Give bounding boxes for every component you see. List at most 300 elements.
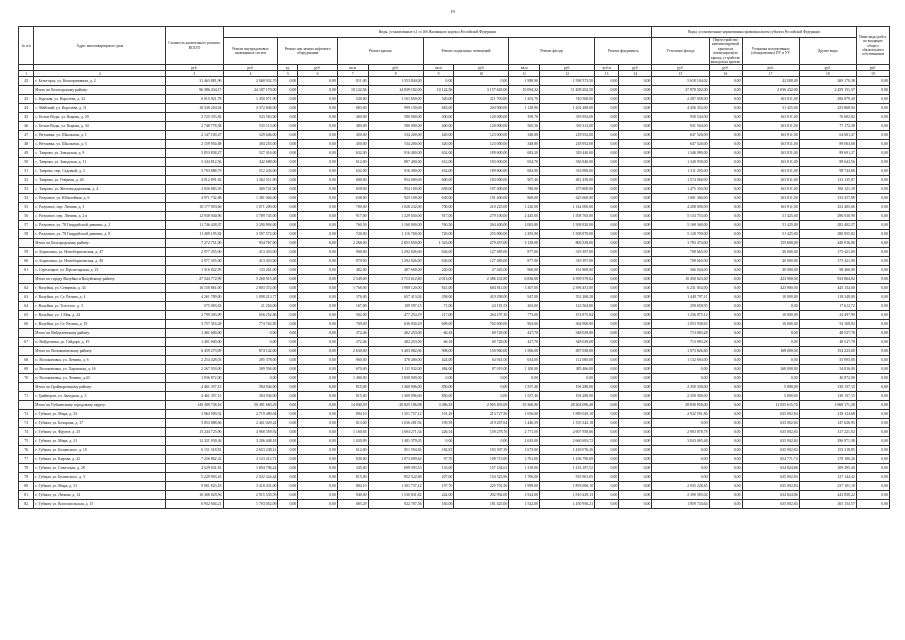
value-cell: 0,00 [298,185,338,194]
value-cell: 0,00 [709,203,742,212]
address-cell: с. Таврово, ул. Озёрная, д. 26 [34,176,166,185]
value-cell: 316 900,00 [540,167,595,176]
value-cell: 0,00 [278,437,298,446]
value-cell: 0,00 [595,464,619,473]
address-cell: Итого по Губкинскому городскому округу: [34,401,166,410]
value-cell: 0,00 [619,410,652,419]
value-cell: 3 713 612,80 [368,275,423,284]
value-cell: 0,00 [619,131,652,140]
value-cell: 1 340 930,00 [652,158,709,167]
value-cell: 0,00 [856,491,889,500]
header-group-regional: Виды, установленные нормативным правовым актом субъекта Российской Федерации [652,27,857,38]
value-cell: 1 810 229,13 [540,491,595,500]
column-number-cell: 9 [423,71,454,77]
value-cell: 0,00 [595,500,619,509]
value-cell: 211 700,00 [454,95,509,104]
value-cell: 1 301 737,12 [368,482,423,491]
value-cell: 0,00 [278,194,298,203]
value-cell: 4 399 579,62 [540,275,595,284]
value-cell: 424,00 [423,356,454,365]
row-number-cell: 64 [19,302,34,311]
value-cell: 213 727,56 [454,410,509,419]
value-cell: 264 197,30 [454,311,509,320]
value-cell: 0,00 [709,482,742,491]
value-cell: 523 563,00 [223,113,278,122]
column-number-cell: 6 [298,71,338,77]
row-number-cell: 69 [19,365,34,374]
value-cell: 0,00 [278,401,298,410]
value-cell: 50 481 683,29 [223,401,278,410]
value-cell: 484,00 [423,365,454,374]
value-cell: 647 520,00 [652,140,709,149]
value-cell: 1 508 820,00 [540,221,595,230]
value-cell: 1 351 757,12 [368,410,423,419]
value-cell: 0,00 [619,203,652,212]
row-number-cell: 53 [19,185,34,194]
value-cell: 0,00 [709,194,742,203]
column-number-cell: 11 [509,71,540,77]
row-number-cell: 56 [19,212,34,221]
value-cell: 0,00 [298,383,338,392]
value-cell: 0,00 [298,266,338,275]
row-number-cell: 75 [19,437,34,446]
table-row [19,464,890,473]
value-cell: 296 030,99 [799,212,856,221]
value-cell: 1 311 205,00 [652,167,709,176]
value-cell: 10 000,00 [742,311,799,320]
value-cell: 199,59 [423,419,454,428]
value-cell: 348,80 [509,131,540,140]
value-cell: 296 971,38 [799,437,856,446]
value-cell: 0,00 [298,239,338,248]
value-cell: 609,00 [423,320,454,329]
value-cell: 0,00 [709,275,742,284]
value-cell: 0,00 [595,329,619,338]
value-cell: 951 594,84 [368,446,423,455]
value-cell: 420,00 [423,140,454,149]
value-cell: 0,00 [856,455,889,464]
value-cell: 900,00 [337,248,368,257]
value-cell: 0,00 [298,500,338,509]
row-number-cell: 67 [19,338,34,347]
value-cell: 887 400,00 [368,158,423,167]
value-cell: 0,00 [709,365,742,374]
address-cell: с. Разумное, ул. Юбилейная, д. 6 [34,194,166,203]
value-cell: 0,00 [298,113,338,122]
address-cell: п. Волоконовка, ул. Ленина, д.20 [34,374,166,383]
value-cell: 580 000,00 [368,113,423,122]
value-cell: 17 612,72 [799,302,856,311]
value-cell: 0,00 [298,257,338,266]
value-cell: 163 811,00 [742,95,799,104]
row-number-cell: 76 [19,446,34,455]
value-cell: 520,00 [337,95,368,104]
value-cell: 0,00 [278,140,298,149]
value-cell: 0,00 [298,446,338,455]
value-cell: 0,00 [454,383,509,392]
value-cell: 0,00 [595,230,619,239]
value-cell: 0,00 [619,230,652,239]
value-cell: 348,80 [509,140,540,149]
value-cell: 811,00 [337,77,368,86]
value-cell: 0,00 [619,419,652,428]
value-cell: 636 830,29 [368,320,423,329]
value-cell: 0,00 [595,365,619,374]
value-cell: 0,00 [856,113,889,122]
value-cell: 4 461 357,15 [166,383,223,392]
value-cell: 0,00 [856,131,889,140]
value-cell: 0,00 [856,221,889,230]
value-cell: 4 461 357,15 [166,392,223,401]
value-cell: 647 520,00 [652,131,709,140]
value-cell: 1 557,40 [509,383,540,392]
value-cell: 0,00 [652,455,709,464]
column-number-cell: 5 [278,71,298,77]
row-number-cell: 62 [19,284,34,293]
value-cell: 0,00 [709,392,742,401]
value-cell: 0,00 [619,167,652,176]
value-cell: 0,00 [298,86,338,95]
value-cell: 11 409 195,82 [166,230,223,239]
table-row [19,248,890,257]
value-cell: 0,00 [223,374,278,383]
value-cell: 520,00 [423,95,454,104]
value-cell: 4 968 359,92 [223,428,278,437]
value-cell: 0,00 [619,86,652,95]
header-foundation: Ремонт фундамента [595,38,652,65]
value-cell: 1 830 000,00 [368,374,423,383]
address-cell: п. Борисовка, ул. Новоборисовская, д. 49 [34,257,166,266]
value-cell: 0,00 [595,257,619,266]
value-cell: 10 000,00 [742,293,799,302]
header-meters: Установка коллективных (общедомовых) ПУ и УУ [742,38,799,65]
value-cell: 0,00 [856,122,889,131]
value-cell: 3 344 812,56 [166,158,223,167]
value-cell: 2 935 228,45 [652,482,709,491]
value-cell: 1 292 026,00 [368,248,423,257]
table-row [19,203,890,212]
value-cell: 2 905 491,69 [454,401,509,410]
value-cell: 713 083,28 [652,329,709,338]
value-cell: 252 405,66 [799,203,856,212]
value-cell: 0,00 [595,455,619,464]
value-cell: 5 128 700,00 [652,230,709,239]
value-cell: 0,00 [619,500,652,509]
value-cell: 0,00 [423,437,454,446]
row-number-cell: 58 [19,230,34,239]
value-cell: 0,00 [856,203,889,212]
value-cell: 0,00 [619,311,652,320]
value-cell: 3 843 065,48 [652,437,709,446]
row-number-cell: 74 [19,428,34,437]
value-cell: 1 362 511,90 [223,176,278,185]
value-cell: 5 229 903,43 [166,473,223,482]
value-cell: 1 893 006,10 [540,482,595,491]
value-cell: 960,00 [337,356,368,365]
value-cell: 0,00 [856,356,889,365]
value-cell: 419 298,00 [454,293,509,302]
value-cell: 0,00 [278,266,298,275]
value-cell: 0,00 [278,302,298,311]
value-cell: 635 002,84 [742,437,799,446]
value-cell: 635 002,84 [742,482,799,491]
value-cell: 2 635,00 [509,437,540,446]
address-cell: г. Губкин, ул. Белинского, д. 3 [34,473,166,482]
value-cell: 1 128,90 [509,104,540,113]
address-cell: с. Таврово, ул. Заводская, д. 9 [34,149,166,158]
value-cell: 182,81 [423,446,454,455]
value-cell: 46 872,00 [799,374,856,383]
value-cell: 240,00 [423,266,454,275]
row-number-cell: 46 [19,122,34,131]
value-cell: 1 481 379,05 [368,437,423,446]
address-cell: с. Белые Воды, ул. Кирова, д. 29 [34,113,166,122]
value-cell: 874 142,00 [223,347,278,356]
value-cell: 15 244 725,90 [166,428,223,437]
value-cell: 1 706,00 [509,473,540,482]
value-cell: 3 968 171,28 [799,401,856,410]
value-cell: 0,00 [595,383,619,392]
value-cell: 0,00 [298,284,338,293]
address-cell: п. Волоконовка, ул. Ленина, д. 6 [34,356,166,365]
value-cell: 2 293,90 [509,230,540,239]
value-cell: 51 425,00 [742,212,799,221]
value-cell: 0,00 [619,257,652,266]
value-cell: 2 068 032,70 [223,77,278,86]
value-cell: 5 133 753,00 [652,212,709,221]
table-row [19,221,890,230]
value-cell: 0,00 [619,356,652,365]
header-roof: Ремонт крыши [337,38,423,65]
value-cell: 1 071 200,00 [223,203,278,212]
value-cell: 0,00 [595,392,619,401]
value-cell: 0,00 [298,347,338,356]
value-cell: 1 292 026,00 [368,257,423,266]
value-cell: 916 400,00 [368,167,423,176]
value-cell: 154 323,96 [454,473,509,482]
value-cell: 0,00 [278,113,298,122]
value-cell: 0,00 [298,203,338,212]
value-cell: 497 038,00 [540,347,595,356]
row-number-cell: 54 [19,194,34,203]
value-cell: 954 767,00 [223,239,278,248]
value-cell: 2 390 585,04 [652,491,709,500]
table-row [19,266,890,275]
value-cell: 0,00 [595,167,619,176]
value-cell: 12 321 930,36 [166,437,223,446]
address-cell: с. Ветлянка, ул. Школьная, д. 3 [34,140,166,149]
value-cell: 76 683,82 [799,113,856,122]
value-cell: 1 989 120,00 [368,284,423,293]
value-cell: 806 539,00 [540,239,595,248]
value-cell: 89 063,68 [799,140,856,149]
value-cell: 0,00 [298,401,338,410]
value-cell: 449 916,00 [799,239,856,248]
value-cell: 0,00 [454,374,509,383]
value-cell: 0,00 [856,437,889,446]
address-cell: с. Таврово, пер. Садовый, д. 2 [34,167,166,176]
value-cell: 0,00 [652,464,709,473]
table-row [19,374,890,383]
value-cell: 0,00 [298,131,338,140]
value-cell: 319 952,00 [540,113,595,122]
value-cell: 31 463 881,96 [166,77,223,86]
value-cell: 3 123 312,72 [223,455,278,464]
value-cell: 175 421,00 [799,257,856,266]
row-number-cell: 66 [19,320,34,329]
value-cell: 255 868,94 [799,104,856,113]
value-cell: 0,00 [595,140,619,149]
value-cell: 0,00 [856,266,889,275]
value-cell: 0,00 [454,77,509,86]
value-cell: 194 280,00 [540,392,595,401]
value-cell: 197 400,00 [454,185,509,194]
value-cell: 0,00 [742,302,799,311]
value-cell: 11 408 202,50 [540,86,595,95]
units-cell: кв.м [509,65,540,71]
value-cell: 0,00 [856,302,889,311]
value-cell: 654 771,74 [742,455,799,464]
value-cell: 1 508 870,00 [540,230,595,239]
value-cell: 0,00 [278,239,298,248]
value-cell: 358,00 [423,293,454,302]
value-cell: 0,00 [619,392,652,401]
value-cell: 534 200,00 [368,131,423,140]
table-row [19,320,890,329]
value-cell: 0,00 [595,95,619,104]
value-cell: 469 741,00 [223,185,278,194]
value-cell: 0,00 [709,185,742,194]
value-cell: 2 771,50 [509,428,540,437]
value-cell: 657 413,04 [368,293,423,302]
value-cell: 2 254 428,03 [166,356,223,365]
value-cell: 120 000,00 [454,113,509,122]
column-number-cell: 4 [223,71,278,77]
value-cell: 963,00 [509,320,540,329]
value-cell: 0,00 [278,428,298,437]
value-cell: 0,00 [595,356,619,365]
value-cell: 0,00 [709,401,742,410]
value-cell: 0,00 [856,401,889,410]
row-number-cell: 82 [19,500,34,509]
value-cell: 263,00 [509,302,540,311]
value-cell: 0,00 [298,374,338,383]
value-cell: 127 485,00 [454,257,509,266]
column-number-cell: 18 [799,71,856,77]
value-cell: 167,00 [337,302,368,311]
value-cell: 292 992,00 [454,491,509,500]
value-cell: 2 445,00 [509,212,540,221]
value-cell: 27 445,00 [454,266,509,275]
value-cell: 0,00 [278,275,298,284]
value-cell: 497 600,00 [368,266,423,275]
table-row [19,482,890,491]
value-cell: 2 903 878,78 [652,428,709,437]
row-number-cell: 52 [19,176,34,185]
value-cell: 0,00 [619,374,652,383]
value-cell: 877,00 [509,248,540,257]
value-cell: 0,00 [856,239,889,248]
row-number-cell: 73 [19,419,34,428]
value-cell: 1 783 374,00 [652,239,709,248]
value-cell: 0,00 [856,464,889,473]
value-cell: 0,00 [278,230,298,239]
value-cell: 551 268,28 [540,293,595,302]
value-cell: 0,00 [595,158,619,167]
value-cell: 632,00 [423,167,454,176]
units-cell: ед. [278,65,298,71]
value-cell: 632,00 [337,167,368,176]
value-cell: 3 403 082,06 [368,347,423,356]
value-cell: 1 439 076,26 [540,446,595,455]
value-cell: 0,00 [278,446,298,455]
value-cell: 2 932 591,86 [652,410,709,419]
units-cell: руб. [799,65,856,71]
value-cell: 0,00 [595,203,619,212]
value-cell: 635 002,84 [742,473,799,482]
value-cell: 869,00 [509,194,540,203]
value-cell: 925 100,00 [368,194,423,203]
value-cell: 197,70 [423,482,454,491]
table-row [19,149,890,158]
value-cell: 0,00 [619,248,652,257]
value-cell: 2 013,00 [423,275,454,284]
value-cell: 0,00 [278,419,298,428]
value-cell: 1 202 488,00 [540,104,595,113]
row-number-cell: 77 [19,455,34,464]
value-cell: 535 115,00 [223,122,278,131]
value-cell: 2 851 650,00 [368,239,423,248]
address-cell: г. Валуйки, ул. 1 Мая, д. 24 [34,311,166,320]
value-cell: 0,00 [595,176,619,185]
value-cell: 0,00 [595,131,619,140]
value-cell: 0,00 [709,419,742,428]
value-cell: 24 187 170,00 [223,86,278,95]
row-number-cell [19,347,34,356]
value-cell: 133,00 [423,464,454,473]
value-cell: 163 811,00 [742,185,799,194]
address-cell: г. Губкин, ул. Кирова, д. 32 [34,455,166,464]
value-cell: 3 372 846,00 [223,104,278,113]
value-cell: 1 360 096,00 [368,392,423,401]
value-cell: 0,00 [856,365,889,374]
value-cell: 10 546 204,94 [166,104,223,113]
value-cell: 147 626,95 [799,419,856,428]
value-cell: 708 665,00 [652,257,709,266]
value-cell: 638,00 [337,194,368,203]
value-cell: 0,00 [298,491,338,500]
value-cell: 1 160,65 [337,428,368,437]
row-number-cell: 79 [19,473,34,482]
header-facade: Ремонт фасада [509,38,595,65]
value-cell: 512 243,00 [223,167,278,176]
value-cell: 2 036 432,00 [742,86,799,95]
value-cell: 0,00 [595,320,619,329]
row-number-cell: 70 [19,374,34,383]
value-cell: 0,00 [298,392,338,401]
value-cell: 954 100,00 [368,185,423,194]
value-cell: 0,00 [619,176,652,185]
value-cell: 154 223,00 [799,347,856,356]
value-cell: 400,00 [423,113,454,122]
value-cell: 0,00 [278,320,298,329]
value-cell: 2 147 100,47 [166,131,223,140]
value-cell: 0,00 [709,95,742,104]
value-cell: 960,00 [509,266,540,275]
value-cell: 376,00 [337,293,368,302]
address-cell: с. Таврово, ул. Заводская, д. 11 [34,158,166,167]
value-cell: 1 598 573,50 [540,77,595,86]
